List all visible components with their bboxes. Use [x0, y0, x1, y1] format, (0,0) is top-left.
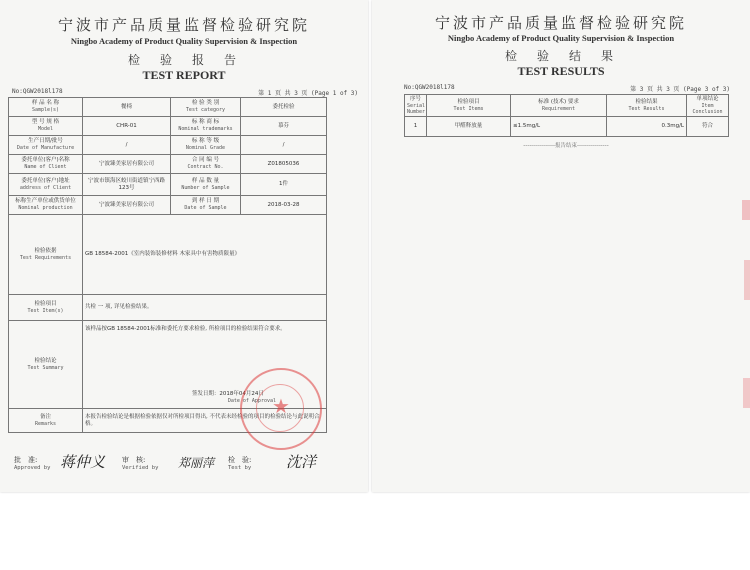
arrival-label: 到 样 日 期 Date of Sample — [171, 196, 241, 215]
institute-title-cn: 宁波市产品质量监督检验研究院 — [57, 16, 310, 34]
report-number: No:QGW2018l178 — [12, 88, 63, 95]
category-label: 检 验 类 别 Test category — [171, 98, 241, 117]
result-cell: 0.3mg/L — [607, 117, 687, 137]
approved-by-label: 批 准: Approved by — [14, 456, 51, 471]
grade-label: 标 称 等 级 Nominal Grade — [171, 136, 241, 155]
report-number: No:QGW2018l178 — [404, 84, 455, 91]
page-indicator: 第 1 页 共 3 页 (Page 1 of 3) — [258, 90, 358, 97]
verifier-signature: 郑丽萍 — [178, 456, 215, 470]
approver-signature: 蒋仲义 — [60, 453, 106, 471]
sample-label: 样 品 名 称 Sample(s) — [9, 98, 83, 117]
column-header: 序号 Serial Number — [405, 95, 427, 117]
date-mfg-value: / — [83, 136, 171, 155]
tester-signature: 沈洋 — [286, 453, 317, 471]
remarks-label: 备注 Remarks — [9, 409, 83, 433]
verified-by-label: 审 核: Verified by — [122, 456, 159, 471]
seal-fragment — [743, 378, 750, 408]
tested-by-label: 检 验: Test by — [228, 456, 252, 471]
star-icon: ★ — [272, 394, 290, 418]
category-value: 委托检验 — [241, 98, 327, 117]
institute-title-en: Ningbo Academy of Product Quality Supervision & Inspection — [70, 36, 298, 46]
trademark-label: 标 称 商 标 Nominal trademarks — [171, 117, 241, 136]
column-header: 标准 (技术) 要求 Requirement — [511, 95, 607, 117]
address-label: 委托单位(客户)地址 address of Client — [9, 174, 83, 196]
samples-value: 1件 — [241, 174, 327, 196]
results-table — [404, 94, 729, 137]
test-results-page — [372, 0, 750, 492]
page-indicator: 第 3 页 共 3 页 (Page 3 of 3) — [630, 86, 730, 93]
conclusion-cell: 符合 — [687, 117, 729, 137]
results-header-row — [405, 95, 729, 117]
client-value: 宁波臻美家居有限公司 — [83, 155, 171, 174]
table-row — [9, 215, 327, 295]
report-end-note: ----------------报告结束---------------- — [523, 143, 609, 149]
requirement-cell: ≤1.5mg/L — [511, 117, 607, 137]
arrival-value: 2018-03-28 — [241, 196, 327, 215]
date-mfg-label: 生产日期/批号 Date of Manufacture — [9, 136, 83, 155]
seal-fragment — [744, 260, 750, 300]
institute-title-en: Ningbo Academy of Product Quality Supervision & Inspection — [447, 33, 675, 43]
requirements-label: 检验依据 Test Requirements — [9, 215, 83, 295]
seal-fragment — [742, 200, 750, 220]
contract-value: Z01805036 — [241, 155, 327, 174]
model-value: CHR-01 — [83, 117, 171, 136]
producer-label: 标称生产单位或供货单位 Nominal production — [9, 196, 83, 215]
producer-value: 宁波臻美家居有限公司 — [83, 196, 171, 215]
table-row — [9, 174, 327, 196]
results-title-cn: 检 验 结 果 — [504, 49, 617, 63]
trademark-value: 慕芬 — [241, 117, 327, 136]
table-row — [9, 196, 327, 215]
institute-title-cn: 宁波市产品质量监督检验研究院 — [434, 14, 687, 32]
table-row — [9, 295, 327, 321]
report-title-cn: 检 验 报 告 — [127, 53, 240, 67]
table-row — [9, 136, 327, 155]
client-label: 委托单位(客户)名称 Name of Client — [9, 155, 83, 174]
approval-date: 签发日期：2018年04月24日 Date of Approval — [191, 390, 276, 404]
model-label: 型 号 规 格 Model — [9, 117, 83, 136]
report-title-en: TEST REPORT — [142, 68, 226, 82]
table-row — [9, 117, 327, 136]
summary-text: 该样品按GB 18584-2001标准和委托方要求检验, 所检项目的检验结果符合要求。 — [85, 326, 286, 332]
items-label: 检验项目 Test Item(s) — [9, 295, 83, 321]
items-value: 共检 一 项, 详见检验结果。 — [83, 295, 327, 321]
table-row — [9, 155, 327, 174]
serial-cell: 1 — [405, 117, 427, 137]
contract-label: 合 同 编 号 Contract No. — [171, 155, 241, 174]
column-header: 检验项目 Test Items — [427, 95, 511, 117]
requirements-value: GB 18584-2001《室内装饰装修材料 木家具中有害物质限量》 — [83, 215, 327, 295]
column-header: 检验结果 Test Results — [607, 95, 687, 117]
summary-label: 检验结论 Test Summary — [9, 321, 83, 409]
grade-value: / — [241, 136, 327, 155]
test-report-page — [0, 0, 368, 492]
remarks-value: 本报告检验结论是根据检验依据仅对所检项目得出, 不代表未经检验的项目的检验结论与此说明合格。 — [83, 409, 327, 433]
address-value: 宁波市镇海区蛟川街道镇宁西路123号 — [83, 174, 171, 196]
samples-label: 样 品 数 量 Number of Sample — [171, 174, 241, 196]
table-row — [405, 117, 729, 137]
official-seal — [240, 368, 322, 450]
item-cell: 甲醛释放量 — [427, 117, 511, 137]
column-header: 单项结论 Item Conclusion — [687, 95, 729, 117]
results-title-en: TEST RESULTS — [517, 64, 605, 78]
sample-value: 餐椅 — [83, 98, 171, 117]
table-row — [9, 98, 327, 117]
